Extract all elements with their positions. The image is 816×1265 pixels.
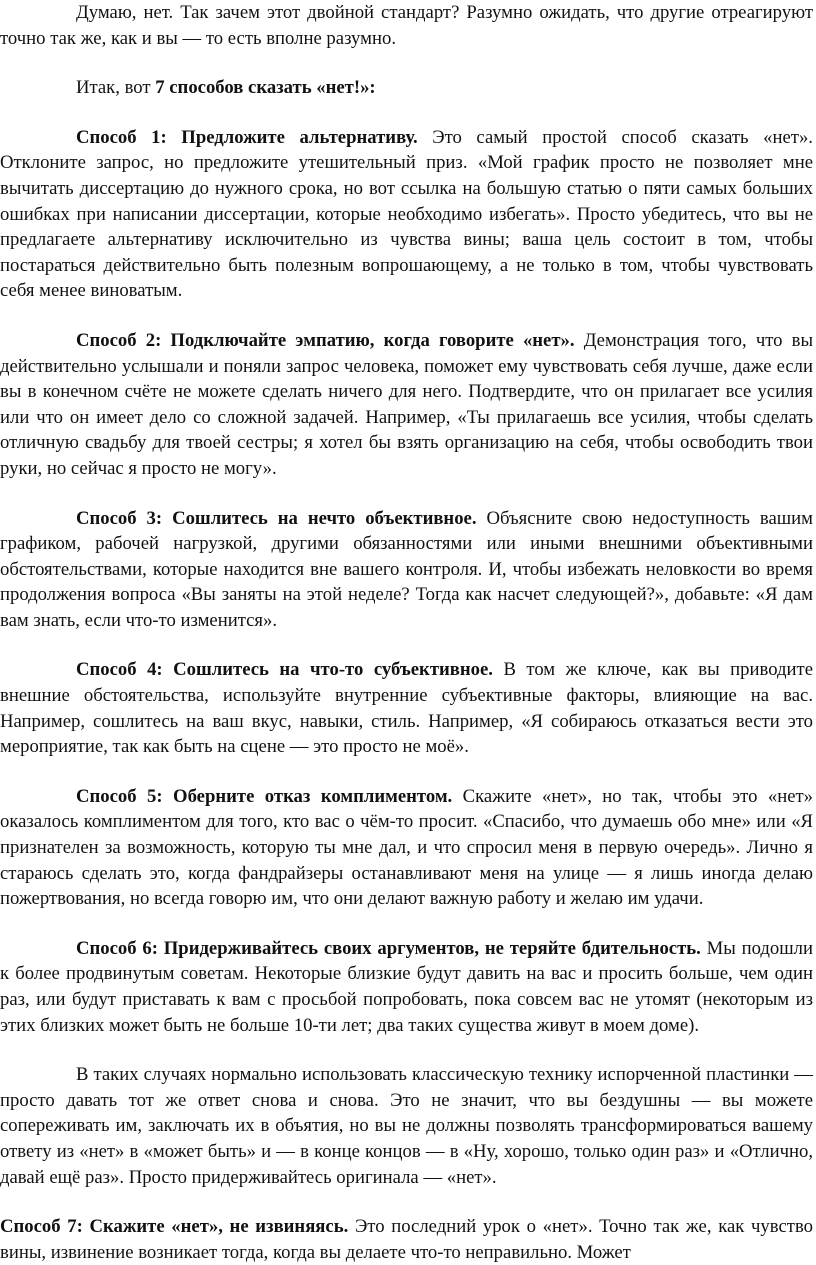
- way-7-heading: Способ 7: Скажите «нет», не извиняясь.: [0, 1216, 349, 1238]
- way-2-text: Демонстрация того, что вы действительно услышали и поняли запрос человека, поможет ему чувствовать себя лучше, даже если вы в конечном счёте не можете сделать ничего для него. Подтвердите, что он прилагает все усилия или что он имеет дело со сложной задачей. Например, «Ты прилагаешь все усилия, чтобы сделать отличную свадьбу для твоей сестры; я хотел бы взять организацию на себя, чтобы освободить твои руки, но сейчас я просто не могу».: [0, 329, 814, 479]
- way-3-text: Объясните свою недоступность вашим графиком, рабочей нагрузкой, другими обязанностями или иными внешними объективными обстоятельствами, которые находится вне вашего контроля. И, чтобы избежать неловкости во время продолжения вопроса «Вы заняты на этой неделе? Тогда как насчет следующей?», добавьте: «Я дам вам знать, если что-то изменится».: [0, 507, 814, 631]
- list-intro-paragraph: [0, 75, 813, 101]
- way-7-paragraph: [0, 1214, 813, 1265]
- way-6-continuation-paragraph: [0, 1062, 813, 1190]
- list-intro-heading: 7 способов сказать «нет!»:: [155, 77, 376, 99]
- way-2-heading: Способ 2: Подключайте эмпатию, когда говорите «нет».: [76, 329, 575, 351]
- way-6-text: Мы подошли к более продвинутым советам. Некоторые близкие будут давить на вас и просить больше, чем один раз, или будут приставать к вам с просьбой попробовать, пока совсем вас не утомят (некоторым из этих близких может быть не больше 10-ти лет; два таких существа живут в моем доме).: [0, 937, 813, 1036]
- intro-paragraph: [0, 0, 813, 51]
- way-5-heading: Способ 5: Оберните отказ комплиментом.: [76, 785, 453, 807]
- way-2-paragraph: [0, 328, 813, 482]
- way-6-heading: Способ 6: Придерживайтесь своих аргументов, не теряйте бдительность.: [76, 937, 701, 959]
- way-4-paragraph: [0, 657, 813, 759]
- list-intro-prefix: Итак, вот: [76, 77, 156, 99]
- way-4-text: В том же ключе, как вы приводите внешние обстоятельства, используйте внутренние субъективные факторы, влияющие на вас. Например, сошлитесь на ваш вкус, навыки, стиль. Например, «Я собираюсь отказаться вести это мероприятие, так как быть на сцене — это просто не моё».: [0, 659, 813, 758]
- way-6-continuation-text: В таких случаях нормально использовать классическую технику испорченной пластинки — просто давать тот же ответ снова и снова. Это не значит, что вы бездушны — вы можете сопереживать им, заключать их в объятия, но вы не должны позволять трансформироваться вашему ответу из «нет» в «может быть» и — в конце концов — в «Ну, хорошо, только один раз» и «Отлично, давай ещё раз». Просто придерживайтесь оригинала — «нет».: [0, 1064, 813, 1188]
- way-4-heading: Способ 4: Сошлитесь на что-то субъективное.: [76, 659, 493, 681]
- way-3-heading: Способ 3: Сошлитесь на нечто объективное.: [76, 507, 477, 529]
- way-1-paragraph: [0, 125, 813, 304]
- way-1-heading: Способ 1: Предложите альтернативу.: [76, 126, 418, 148]
- way-5-paragraph: [0, 784, 813, 912]
- intro-text: Думаю, нет. Так зачем этот двойной стандарт? Разумно ожидать, что другие отреагируют точно так же, как и вы — то есть вполне разумно.: [0, 2, 813, 49]
- way-5-text: Скажите «нет», но так, чтобы это «нет» оказалось комплиментом для того, кто вас о чём-то просит. «Спасибо, что думаешь обо мне» или «Я признателен за возможность, которую ты мне дал, и что спросил меня в первую очередь». Лично я стараюсь сделать это, когда фандрайзеры останавливают меня на улице — я лишь иногда делаю пожертвования, но всегда говорю им, что они делают важную работу и желаю им удачи.: [0, 785, 814, 910]
- way-1-text: Это самый простой способ сказать «нет». Отклоните запрос, но предложите утешительный приз. «Мой график просто не позволяет мне вычитать диссертацию до нужного срока, но вот ссылка на большую статью о пяти самых больших ошибках при написании диссертации, которые необходимо избегать». Просто убедитесь, что вы не предлагаете альтернативу исключительно из чувства вины; ваша цель состоит в том, чтобы постараться действительно быть полезным вопрошающему, а не только в том, чтобы чувствовать себя менее виноватым.: [0, 126, 813, 302]
- way-6-paragraph: [0, 936, 813, 1038]
- way-3-paragraph: [0, 506, 813, 634]
- way-7-text: Это последний урок о «нет». Точно так же, как чувство вины, извинение возникает тогда, когда вы делаете что-то неправильно. Может: [0, 1216, 813, 1263]
